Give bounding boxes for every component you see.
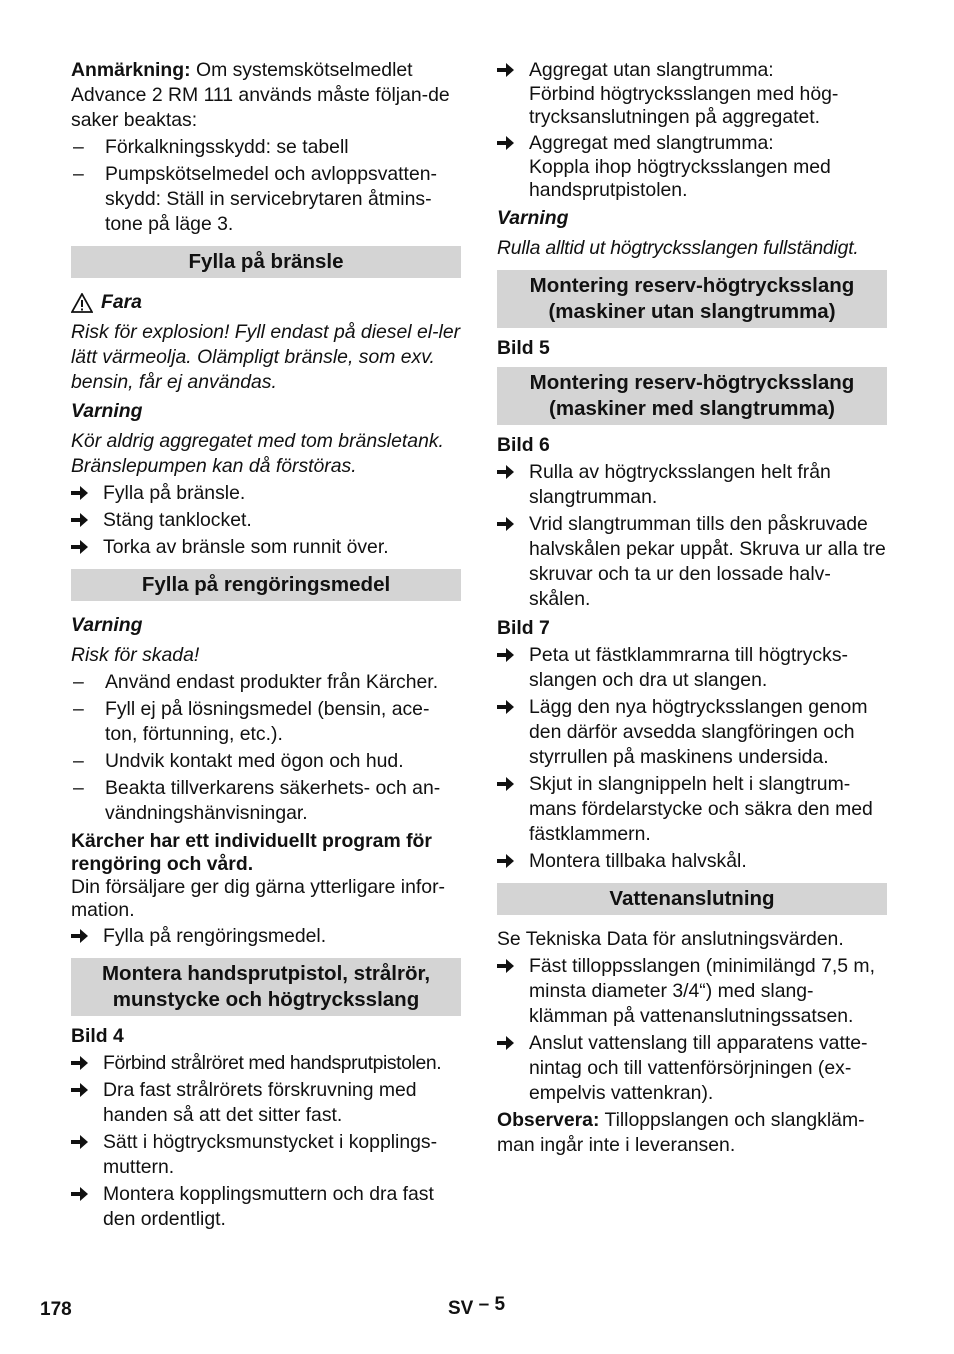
- warning-label: Varning: [71, 400, 143, 422]
- step-item: [71, 535, 461, 560]
- arrow-right-icon: [497, 460, 529, 479]
- figure-ref: Bild 4: [71, 1025, 124, 1047]
- step-item: [71, 481, 461, 506]
- step-text: Stäng tanklocket.: [103, 509, 252, 531]
- page-number: 178: [40, 1299, 72, 1320]
- list-item: [71, 697, 461, 747]
- list-item-text: Använd endast produkter från Kärcher.: [105, 671, 439, 693]
- step-text: Förbind högtrycksslangen med hög-trycksanslutningen på aggregatet.: [529, 83, 839, 128]
- arrow-right-icon: [497, 695, 529, 714]
- step-text: Montera tillbaka halvskål.: [529, 850, 747, 872]
- dash-bullet: –: [73, 750, 84, 772]
- arrow-right-icon: [71, 1051, 103, 1070]
- step-text: Sätt i högtrycksmunstycket i kopplings-muttern.: [103, 1131, 438, 1178]
- step-text: Anslut vattenslang till apparatens vatte-nintag och till vattenförsörjningen (ex-empelvis vattenkran).: [529, 1032, 868, 1104]
- list-item-text: Fyll ej på lösningsmedel (bensin, ace-ton, förtunning, etc.).: [105, 698, 430, 745]
- section-heading-no-drum: Montering reserv-högtrycksslang (maskiner utan slangtrumma): [497, 270, 887, 328]
- water-note-text: Tilloppslangen och slangkläm-man ingår inte i leveransen.: [497, 1109, 865, 1156]
- section-heading-fuel: Fylla på bränsle: [71, 246, 461, 278]
- danger-label-text: Fara: [101, 291, 142, 313]
- footer-lang-code: SV: [448, 1298, 474, 1319]
- note-text: Om systemskötselmedlet Advance 2 RM 111 används måste följan-de saker beaktas:: [71, 59, 450, 131]
- footer-section: [448, 1296, 505, 1321]
- step-title: Aggregat med slangtrumma:: [529, 132, 774, 154]
- step-text: Koppla ihop högtrycksslangen med handsprutpistolen.: [529, 156, 831, 201]
- note-label: Anmärkning:: [71, 59, 191, 81]
- warning-text: Kör aldrig aggregatet med tom bränsletank. Bränslepumpen kan då förstöras.: [71, 430, 444, 477]
- warning-label: Varning: [497, 207, 569, 229]
- step-item: [71, 1182, 461, 1232]
- step-body: [529, 58, 887, 129]
- step-item: [71, 1130, 461, 1180]
- program-title: Kärcher har ett individuellt program för rengöring och vård.: [71, 830, 432, 875]
- warning-triangle-icon: [71, 293, 93, 313]
- warning-label: Varning: [71, 614, 143, 636]
- arrow-right-icon: [497, 643, 529, 662]
- section-heading-detergent: Fylla på rengöringsmedel: [71, 569, 461, 601]
- note-item: [71, 162, 461, 237]
- step-item: [497, 131, 887, 202]
- program-text: Din försäljare ger dig gärna ytterligare infor-mation.: [71, 876, 445, 921]
- step-text: Vrid slangtrumman tills den påskruvade halvskålen pekar uppåt. Skruva ur alla tre skruvar och ta ur den lossade halv-skålen.: [529, 513, 886, 610]
- section-heading-mount: Montera handsprutpistol, strålrör, munstycke och högtrycksslang: [71, 958, 461, 1016]
- step-item: [497, 512, 887, 612]
- danger-label: [71, 290, 461, 315]
- step-item: [497, 1031, 887, 1106]
- step-text: Fylla på bränsle.: [103, 482, 246, 504]
- step-text: Dra fast strålrörets förskruvning med handen så att det sitter fast.: [103, 1079, 417, 1126]
- section-heading-drum: Montering reserv-högtrycksslang (maskiner med slangtrumma): [497, 367, 887, 425]
- dash-bullet: –: [73, 671, 84, 693]
- list-item: [71, 749, 461, 774]
- step-body: [529, 131, 887, 202]
- figure-ref: Bild 5: [497, 337, 550, 359]
- step-text: Fylla på rengöringsmedel.: [103, 925, 327, 947]
- note-item-text: Pumpskötselmedel och avloppsvatten-skydd: Ställ in servicebrytaren åtmins-tone på läge 3.: [105, 163, 437, 235]
- dash-bullet: –: [73, 136, 84, 158]
- left-column: [71, 58, 461, 1232]
- arrow-right-icon: [497, 512, 529, 531]
- arrow-right-icon: [497, 131, 529, 150]
- list-item: [71, 776, 461, 826]
- step-text: Montera kopplingsmuttern och dra fast den ordentligt.: [103, 1183, 434, 1230]
- step-item: [497, 695, 887, 770]
- step-text: Peta ut fästklammrarna till högtrycks-slangen och dra ut slangen.: [529, 644, 848, 691]
- list-item-text: Undvik kontakt med ögon och hud.: [105, 750, 404, 772]
- warning-text: Risk för skada!: [71, 644, 200, 666]
- figure-ref: Bild 7: [497, 617, 550, 639]
- dash-bullet: –: [73, 698, 84, 720]
- step-item: [71, 1051, 461, 1076]
- list-item-text: Beakta tillverkarens säkerhets- och an-vändningshänvisningar.: [105, 777, 441, 824]
- step-item: [497, 849, 887, 874]
- step-item: [497, 954, 887, 1029]
- step-text: Lägg den nya högtrycksslangen genom den därför avsedda slangföringen och styrrullen på maskinens undersida.: [529, 696, 868, 768]
- arrow-right-icon: [71, 535, 103, 554]
- step-text: Fäst tilloppsslangen (minimilängd 7,5 m, minsta diameter 3/4“) med slang-klämman på vattenanslutningssatsen.: [529, 955, 875, 1027]
- arrow-right-icon: [71, 924, 103, 943]
- arrow-right-icon: [497, 772, 529, 791]
- step-item: [71, 508, 461, 533]
- dash-bullet: –: [73, 163, 84, 185]
- step-text: Förbind strålröret med handsprutpistolen.: [103, 1052, 442, 1074]
- note-item-text: Förkalkningsskydd: se tabell: [105, 136, 349, 158]
- arrow-right-icon: [71, 1078, 103, 1097]
- step-item: [497, 58, 887, 129]
- arrow-right-icon: [71, 481, 103, 500]
- arrow-right-icon: [71, 1130, 103, 1149]
- arrow-right-icon: [71, 508, 103, 527]
- step-title: Aggregat utan slangtrumma:: [529, 59, 774, 81]
- step-text: Torka av bränsle som runnit över.: [103, 536, 389, 558]
- water-note-label: Observera:: [497, 1109, 600, 1131]
- arrow-right-icon: [497, 58, 529, 77]
- right-column: [497, 58, 887, 1158]
- figure-ref: Bild 6: [497, 434, 550, 456]
- step-item: [497, 772, 887, 847]
- step-item: [71, 924, 461, 949]
- water-note: [497, 1108, 887, 1158]
- step-text: Rulla av högtrycksslangen helt från slangtrumman.: [529, 461, 831, 508]
- step-item: [497, 643, 887, 693]
- footer-section-number: – 5: [478, 1294, 506, 1315]
- water-intro: Se Tekniska Data för anslutningsvärden.: [497, 928, 844, 950]
- danger-text: Risk för explosion! Fyll endast på diesel el-ler lätt värmeolja. Olämpligt bränsle, som exv. bensin, får ej användas.: [71, 321, 461, 393]
- section-heading-water: Vattenanslutning: [497, 883, 887, 915]
- warning-text: Rulla alltid ut högtrycksslangen fullständigt.: [497, 237, 859, 259]
- step-item: [71, 1078, 461, 1128]
- arrow-right-icon: [497, 954, 529, 973]
- step-item: [497, 460, 887, 510]
- list-item: [71, 670, 461, 695]
- dash-bullet: –: [73, 777, 84, 799]
- arrow-right-icon: [71, 1182, 103, 1201]
- note-paragraph: [71, 58, 461, 133]
- arrow-right-icon: [497, 1031, 529, 1050]
- note-item: [71, 135, 461, 160]
- arrow-right-icon: [497, 849, 529, 868]
- step-text: Skjut in slangnippeln helt i slangtrum-mans fördelarstycke och säkra den med fästklammern.: [529, 773, 873, 845]
